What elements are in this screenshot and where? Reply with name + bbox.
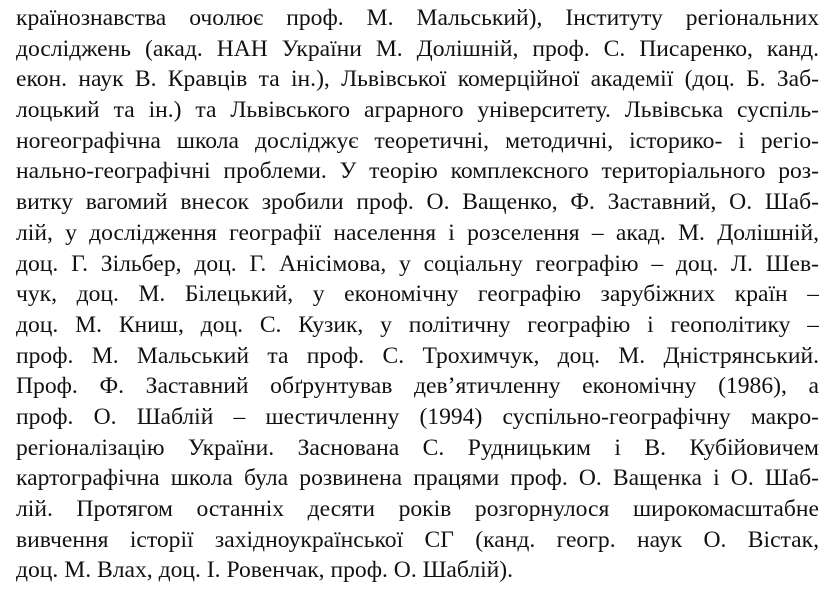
text-line: лій. Протягом останніх десяти років розгорнулося широкомасштабне [16, 496, 819, 522]
text-line: лій, у дослідження географії населення і розселення – акад. М. Долішній, [16, 219, 819, 246]
text-line: картографічна школа була розвинена працями проф. О. Ващенка і О. Шаб- [16, 465, 819, 492]
text-line: доц. М. Книш, доц. С. Кузик, у політичну географію і геополітику – [16, 311, 819, 338]
text-line: проф. М. Мальський та проф. С. Трохимчук, доц. М. Дністрянський. [16, 342, 819, 369]
text-line: доц. Г. Зільбер, доц. Г. Анісімова, у соціальну географію – доц. Л. Шев- [16, 250, 819, 277]
text-line: витку вагомий внесок зробили проф. О. Ващенко, Ф. Заставний, О. Шаб- [16, 189, 819, 216]
text-line: екон. наук В. Кравців та ін.), Львівської комерційної академії (доц. Б. Заб- [16, 66, 819, 93]
text-line: вивчення історії західноукраїнської СГ (канд. геогр. наук О. Вістак, [16, 526, 819, 553]
body-paragraph [16, 3, 819, 586]
text-line: країнознавства очолює проф. М. Мальський), Інституту регіональних [16, 5, 819, 31]
text-line: проф. О. Шаблій – шестичленну (1994) суспільно-географічну макро- [16, 403, 819, 430]
text-line: Проф. Ф. Заставний обґрунтував дев’ятичленну економічну (1986), а [16, 373, 819, 400]
text-line: нально-географічні проблеми. У теорію комплексного територіального роз- [16, 158, 819, 185]
text-line-last: доц. М. Влах, доц. І. Ровенчак, проф. О. Шаблій). [16, 557, 514, 584]
text-line: чук, доц. М. Білецький, у економічну географію зарубіжних країн – [16, 281, 819, 308]
text-line: лоцький та ін.) та Львівського аграрного університету. Львівська суспіль- [16, 97, 819, 124]
text-line: ногеографічна школа досліджує теоретичні, методичні, історико- і регіо- [16, 127, 819, 154]
text-line: регіоналізацію України. Заснована С. Рудницьким і В. Кубійовичем [16, 434, 819, 461]
text-line: досліджень (акад. НАН України М. Долішній, проф. С. Писаренко, канд. [16, 35, 819, 62]
